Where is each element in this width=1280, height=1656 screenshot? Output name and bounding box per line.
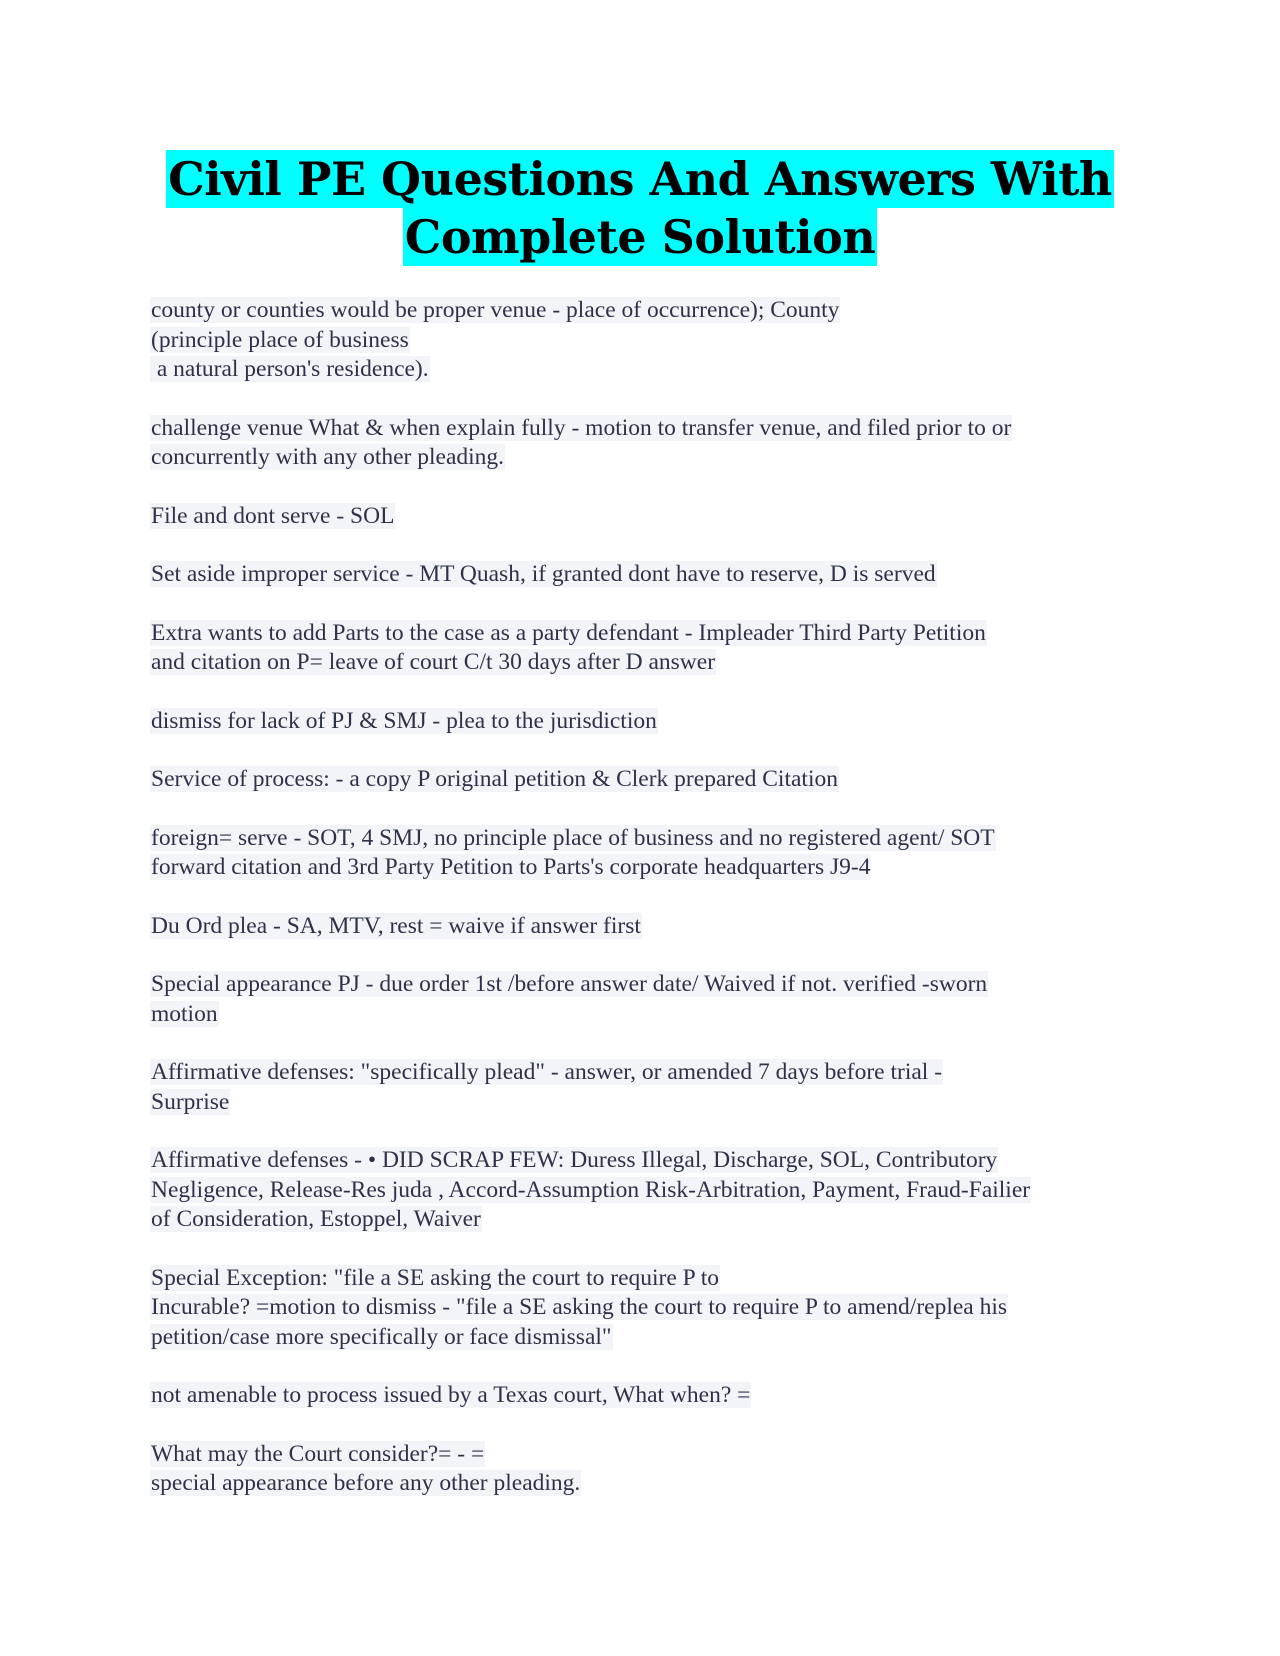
text-line xyxy=(150,355,1140,385)
text-line-content: Du Ord plea - SA, MTV, rest = waive if answer first xyxy=(151,912,641,939)
text-line-content: Negligence, Release-Res juda , Accord-Assumption Risk-Arbitration, Payment, Fraud-Failier xyxy=(151,1176,1031,1203)
text-line xyxy=(150,619,1140,649)
paragraph xyxy=(150,1058,1140,1117)
text-line xyxy=(150,707,1140,737)
text-line-content: Affirmative defenses: "specifically plead" - answer, or amended 7 days before trial - xyxy=(151,1059,943,1085)
paragraph xyxy=(150,1146,1140,1235)
paragraph xyxy=(150,1264,1140,1353)
text-line xyxy=(150,1000,1140,1030)
text-line-content: dismiss for lack of PJ & SMJ - plea to the jurisdiction xyxy=(151,707,657,734)
text-line xyxy=(150,1293,1140,1323)
text-line-content: Set aside improper service - MT Quash, if granted dont have to reserve, D is served xyxy=(151,561,936,587)
text-line xyxy=(150,1469,1140,1499)
text-line xyxy=(150,414,1140,444)
text-line-content: of Consideration, Estoppel, Waiver xyxy=(151,1206,481,1232)
text-line xyxy=(150,326,1140,356)
text-line xyxy=(150,1058,1140,1088)
text-line xyxy=(150,765,1140,795)
text-line xyxy=(150,970,1140,1000)
paragraph xyxy=(150,707,1140,737)
text-line xyxy=(150,1323,1140,1353)
paragraph xyxy=(150,1440,1140,1499)
paragraph xyxy=(150,619,1140,678)
paragraph xyxy=(150,560,1140,590)
text-line xyxy=(150,296,1140,326)
text-line xyxy=(150,853,1140,883)
paragraph xyxy=(150,296,1140,385)
text-line-content: and citation on P= leave of court C/t 30 days after D answer xyxy=(151,649,716,675)
paragraph xyxy=(150,414,1140,473)
text-line xyxy=(150,560,1140,590)
paragraph xyxy=(150,824,1140,883)
paragraph xyxy=(150,970,1140,1029)
text-line xyxy=(150,1381,1140,1411)
paragraph xyxy=(150,912,1140,942)
text-line xyxy=(150,648,1140,678)
paragraph xyxy=(150,1381,1140,1411)
text-line-content: forward citation and 3rd Party Petition to Parts's corporate headquarters J9-4 xyxy=(151,854,871,880)
text-line-content: Special Exception: "file a SE asking the court to require P to xyxy=(151,1264,720,1291)
text-line-content: concurrently with any other pleading. xyxy=(151,444,505,470)
text-line-content: (principle place of business xyxy=(151,326,409,353)
text-line-content: special appearance before any other pleading. xyxy=(151,1470,581,1496)
text-line xyxy=(150,1146,1140,1176)
paragraph xyxy=(150,765,1140,795)
text-line-content: county or counties would be proper venue - place of occurrence); County xyxy=(151,297,840,323)
text-line xyxy=(150,443,1140,473)
text-line-content: What may the Court consider?= - = xyxy=(151,1440,485,1467)
text-line-content: Incurable? =motion to dismiss - "file a SE asking the court to require P to amend/replea his xyxy=(151,1294,1008,1320)
text-line xyxy=(150,1264,1140,1294)
text-line xyxy=(150,1440,1140,1470)
text-line-content: File and dont serve - SOL xyxy=(151,502,395,529)
title-line-1: Civil PE Questions And Answers With xyxy=(168,152,1112,206)
text-line-content: motion xyxy=(151,1000,218,1027)
text-line-content: foreign= serve - SOT, 4 SMJ, no principle place of business and no registered agent/ SOT xyxy=(151,824,995,851)
text-line-content: challenge venue What & when explain fully - motion to transfer venue, and filed prior to or xyxy=(151,414,1012,441)
title-line-2: Complete Solution xyxy=(404,210,876,264)
text-line-content: petition/case more specifically or face dismissal" xyxy=(151,1323,612,1350)
text-line xyxy=(150,1205,1140,1235)
text-line xyxy=(150,502,1140,532)
text-line-content: Service of process: - a copy P original petition & Clerk prepared Citation xyxy=(151,766,838,792)
text-line-content: Surprise xyxy=(151,1088,230,1115)
text-line-content: Affirmative defenses - • DID SCRAP FEW: Duress Illegal, Discharge, SOL, Contributory xyxy=(151,1147,998,1173)
text-line xyxy=(150,1088,1140,1118)
document-title xyxy=(0,150,1280,266)
text-line xyxy=(150,1176,1140,1206)
text-line-content: Special appearance PJ - due order 1st /before answer date/ Waived if not. verified -sworn xyxy=(151,971,988,997)
text-line xyxy=(150,912,1140,942)
text-line xyxy=(150,824,1140,854)
document-body xyxy=(150,296,1140,1528)
text-line-content: a natural person's residence). xyxy=(151,356,429,382)
text-line-content: Extra wants to add Parts to the case as a party defendant - Impleader Third Party Petition xyxy=(151,619,986,646)
text-line-content: not amenable to process issued by a Texas court, What when? = xyxy=(151,1382,751,1408)
paragraph xyxy=(150,502,1140,532)
